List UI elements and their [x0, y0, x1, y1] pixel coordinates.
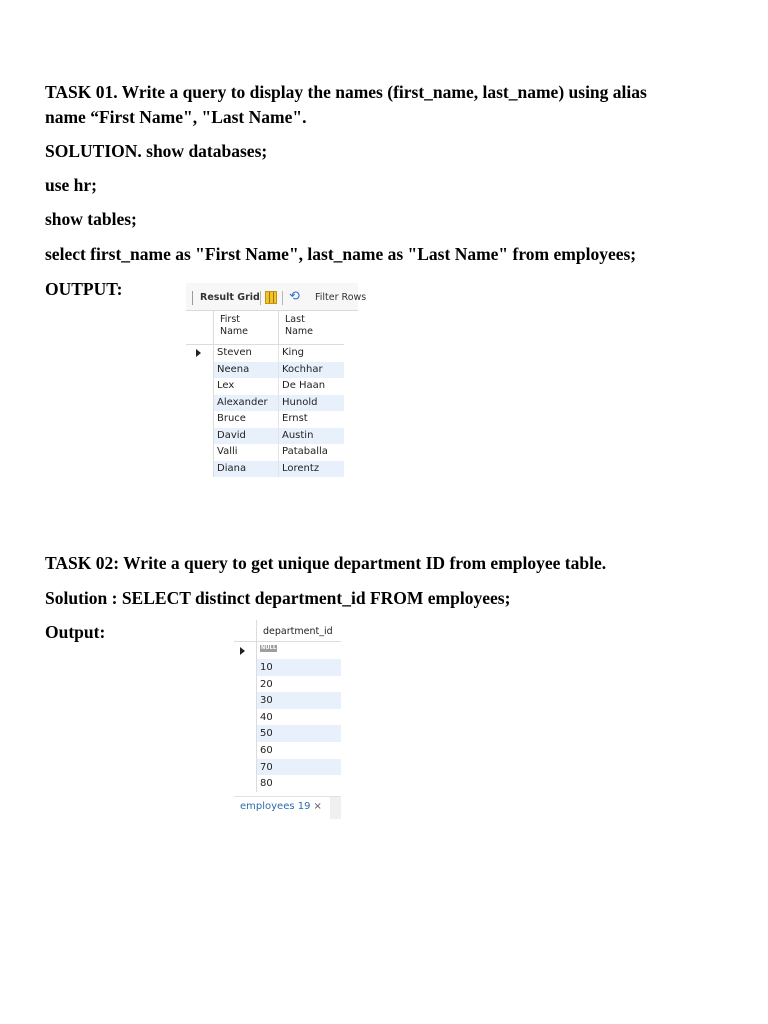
- result-grid-2: [234, 620, 341, 818]
- task2-heading: TASK 02: Write a query to get unique department ID from employee table.: [45, 553, 607, 573]
- grid-header: [234, 620, 341, 642]
- cell-last-name[interactable]: Hunold: [279, 395, 344, 412]
- row-pointer-icon: [240, 647, 245, 655]
- toolbar-divider: [282, 291, 283, 305]
- row-selector[interactable]: [234, 742, 257, 759]
- column-divider: [278, 311, 279, 344]
- row-selector[interactable]: [234, 676, 257, 693]
- grid-scroll-area[interactable]: [344, 311, 358, 476]
- filter-rows-label[interactable]: Filter Rows: [315, 292, 367, 303]
- grid-header: [186, 311, 344, 345]
- cell-department-id[interactable]: 70: [257, 759, 341, 776]
- row-selector[interactable]: [186, 362, 214, 379]
- cell-last-name[interactable]: King: [282, 347, 305, 358]
- cell-last-name[interactable]: Ernst: [282, 413, 308, 424]
- column-header-last-name[interactable]: [285, 314, 341, 338]
- row-selector[interactable]: [234, 642, 257, 659]
- row-selector[interactable]: [186, 444, 214, 461]
- result-grid-toolbar: [186, 283, 367, 311]
- cell-first-name[interactable]: David: [214, 428, 278, 445]
- column-header-line: Name: [220, 326, 249, 337]
- row-selector[interactable]: [186, 395, 214, 412]
- task2-solution: Solution : SELECT distinct department_id FROM employees;: [45, 588, 511, 608]
- table-row[interactable]: [234, 742, 341, 759]
- cell-department-id[interactable]: 60: [260, 744, 273, 756]
- table-row[interactable]: [186, 411, 344, 428]
- refresh-icon[interactable]: ⟲: [289, 289, 300, 304]
- table-row[interactable]: [234, 759, 341, 776]
- row-selector[interactable]: [186, 345, 214, 362]
- cell-last-name[interactable]: Pataballa: [282, 446, 328, 457]
- task1-heading-line1: TASK 01. Write a query to display the names (first_name, last_name) using alias: [45, 82, 647, 102]
- table-row[interactable]: [234, 676, 341, 693]
- task1-use-statement: use hr;: [45, 175, 98, 195]
- cell-first-name[interactable]: Steven: [217, 347, 252, 358]
- row-selector[interactable]: [234, 659, 257, 676]
- cell-first-name[interactable]: Neena: [214, 362, 278, 379]
- task1-solution: SOLUTION. show databases;: [45, 141, 268, 161]
- task2-output-label: Output:: [45, 622, 106, 642]
- grid-body: [186, 345, 344, 477]
- task1-query: select first_name as "First Name", last_name as "Last Name" from employees;: [45, 244, 637, 264]
- cell-department-id[interactable]: 50: [257, 725, 341, 742]
- table-row[interactable]: [234, 775, 341, 792]
- cell-department-id[interactable]: [257, 642, 341, 659]
- cell-first-name[interactable]: Diana: [214, 461, 278, 478]
- header-selector-cell: [234, 620, 257, 641]
- column-header-first-name[interactable]: [220, 314, 276, 338]
- table-row[interactable]: [234, 642, 341, 659]
- table-row[interactable]: [186, 428, 344, 445]
- row-selector[interactable]: [234, 709, 257, 726]
- row-selector[interactable]: [186, 378, 214, 395]
- grid-body: [234, 642, 341, 792]
- grid-icon[interactable]: [265, 291, 277, 304]
- column-header-department-id[interactable]: department_id: [263, 626, 333, 637]
- row-selector[interactable]: [234, 725, 257, 742]
- row-selector[interactable]: [186, 461, 214, 478]
- tab-employees[interactable]: [234, 797, 330, 819]
- cell-first-name[interactable]: Valli: [217, 446, 238, 457]
- cell-department-id[interactable]: 30: [257, 692, 341, 709]
- result-grid-tab[interactable]: Result Grid: [200, 292, 260, 303]
- cell-last-name[interactable]: Austin: [279, 428, 344, 445]
- table-row[interactable]: [234, 709, 341, 726]
- cell-last-name[interactable]: Kochhar: [279, 362, 344, 379]
- row-pointer-icon: [196, 349, 201, 357]
- cell-last-name[interactable]: Lorentz: [279, 461, 344, 478]
- table-row[interactable]: [186, 345, 344, 362]
- table-row[interactable]: [186, 395, 344, 412]
- toolbar-divider: [260, 291, 261, 305]
- cell-last-name[interactable]: De Haan: [282, 380, 326, 391]
- null-badge: NULL: [261, 645, 277, 651]
- toolbar-divider: [192, 291, 193, 305]
- cell-department-id[interactable]: 10: [257, 659, 341, 676]
- row-selector[interactable]: [234, 692, 257, 709]
- table-row[interactable]: [186, 378, 344, 395]
- header-selector-cell: [186, 311, 214, 344]
- table-row[interactable]: [186, 362, 344, 379]
- table-row[interactable]: [186, 461, 344, 478]
- row-selector[interactable]: [234, 759, 257, 776]
- table-row[interactable]: [186, 444, 344, 461]
- result-grid-1: [186, 283, 367, 476]
- tab-label: employees 19: [240, 801, 311, 812]
- row-selector[interactable]: [234, 775, 257, 792]
- cell-department-id[interactable]: 20: [260, 678, 273, 690]
- cell-department-id[interactable]: 80: [260, 778, 273, 790]
- cell-first-name[interactable]: Alexander: [214, 395, 278, 412]
- task1-heading-line2: name “First Name", "Last Name".: [45, 107, 307, 127]
- column-header-line: Last: [285, 314, 305, 325]
- table-row[interactable]: [234, 725, 341, 742]
- table-row[interactable]: [234, 659, 341, 676]
- column-header-line: Name: [285, 326, 314, 337]
- cell-first-name[interactable]: Lex: [217, 380, 235, 391]
- table-row[interactable]: [234, 692, 341, 709]
- column-header-line: First: [220, 314, 240, 325]
- task1-output-label: OUTPUT:: [45, 279, 123, 299]
- result-tab-bar: [234, 796, 341, 819]
- cell-department-id[interactable]: 40: [260, 711, 273, 723]
- close-icon[interactable]: ×: [313, 801, 322, 812]
- task1-show-tables: show tables;: [45, 209, 137, 229]
- row-selector[interactable]: [186, 411, 214, 428]
- cell-first-name[interactable]: Bruce: [217, 413, 246, 424]
- row-selector[interactable]: [186, 428, 214, 445]
